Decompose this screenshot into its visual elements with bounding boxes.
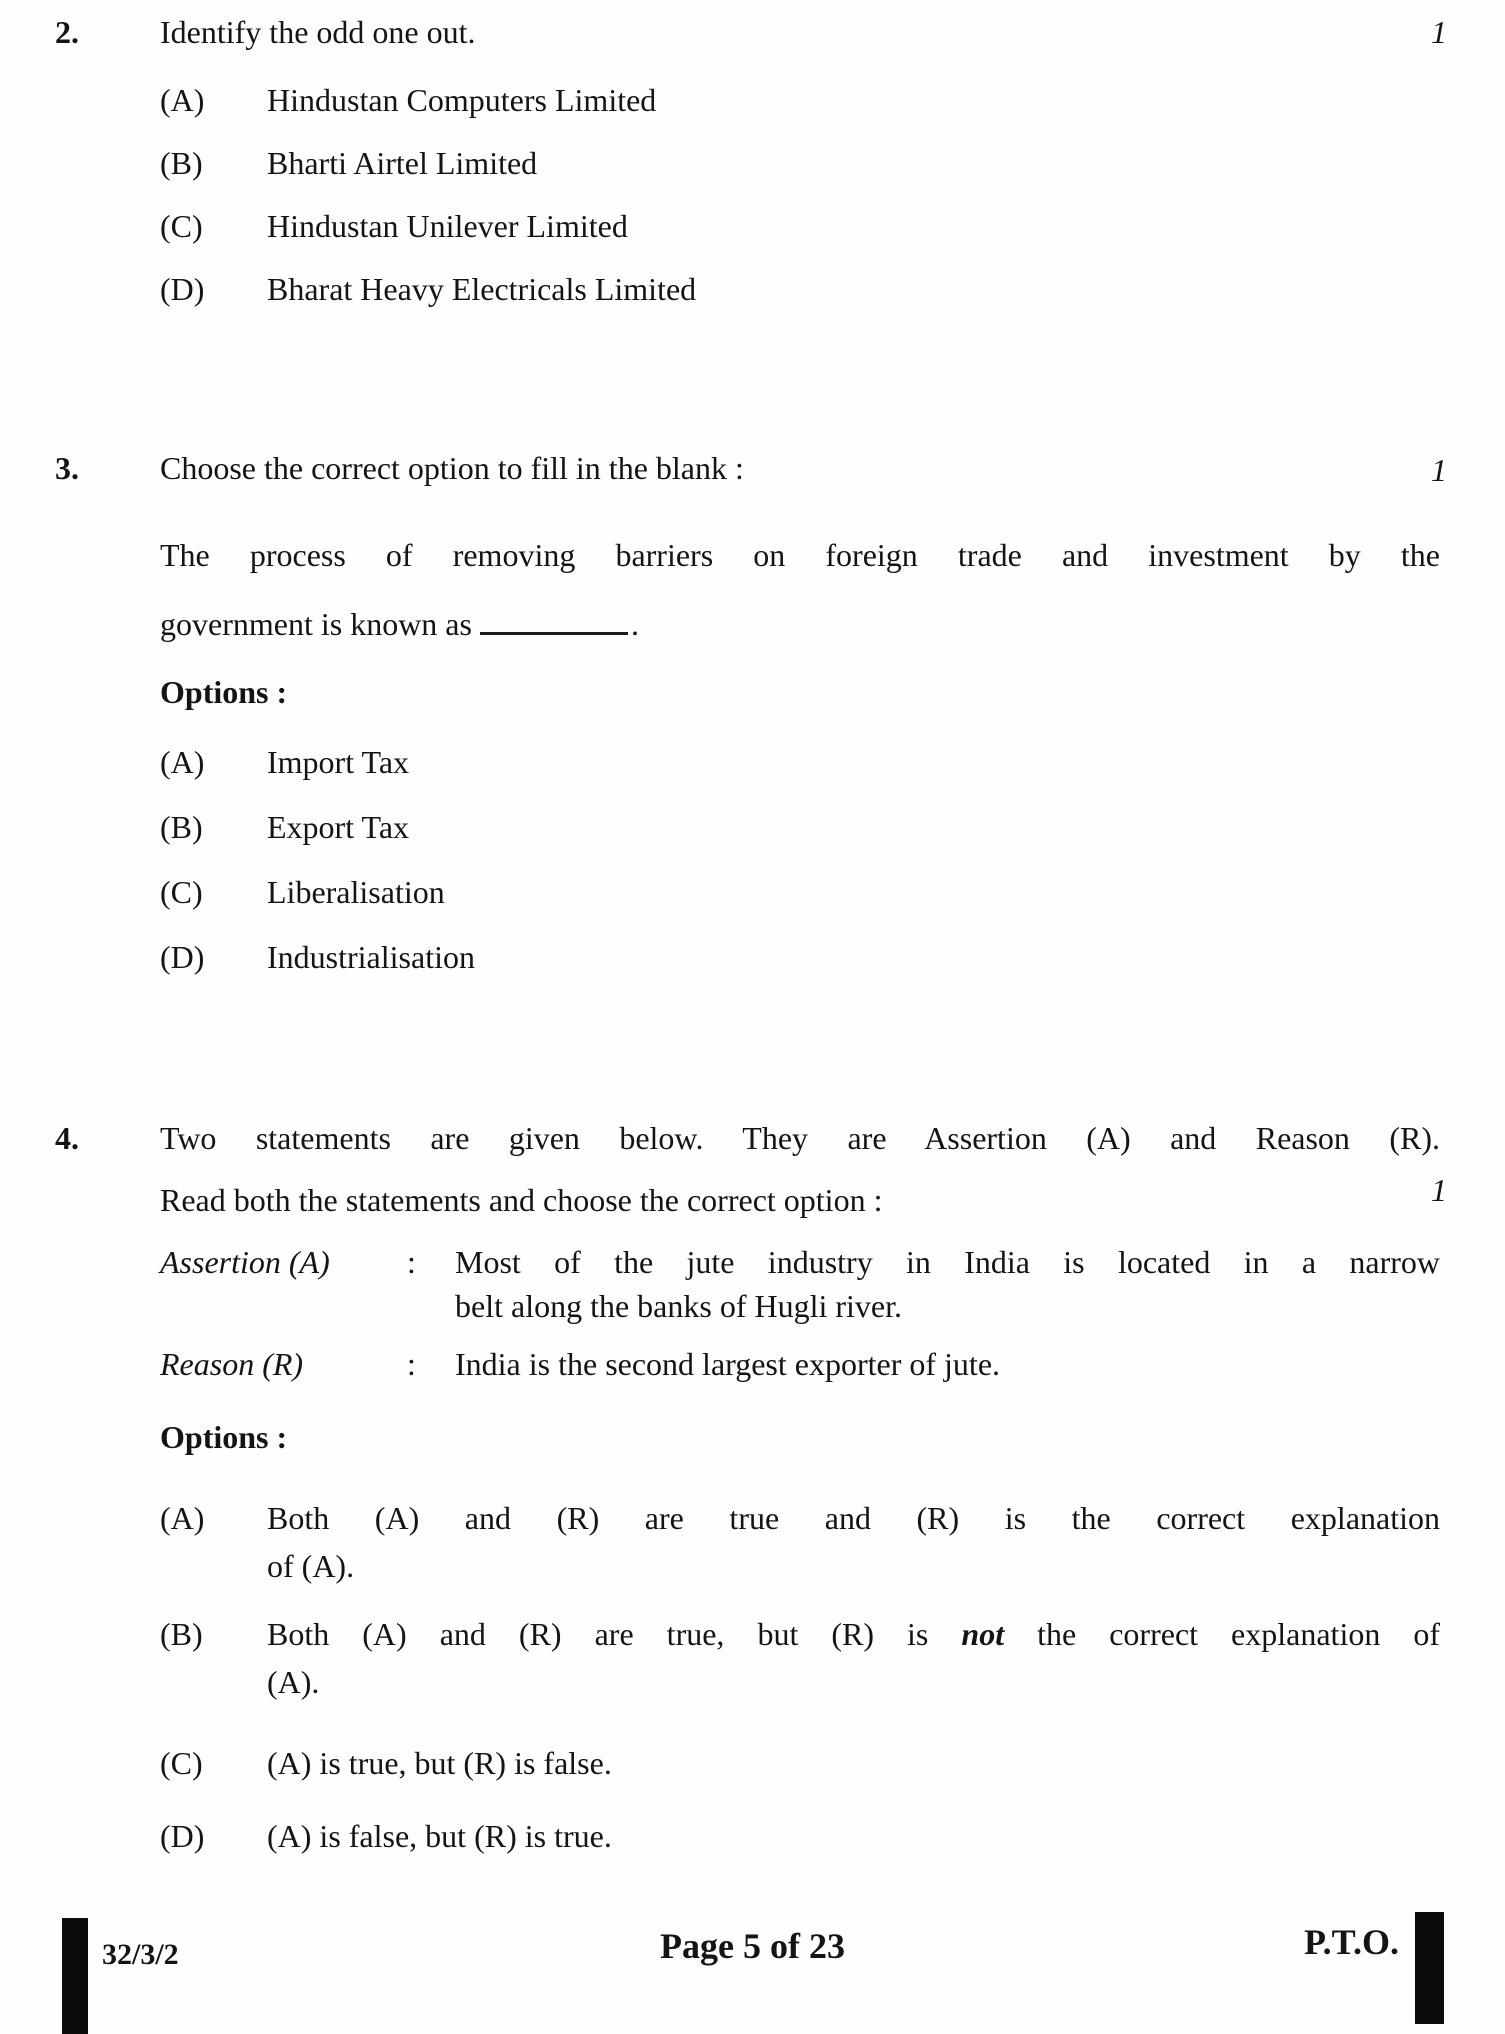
option-text: Industrialisation — [267, 939, 475, 975]
pto-label: P.T.O. — [1303, 1922, 1399, 1962]
question-3-options-heading: Options : — [160, 674, 288, 710]
option-row-b — [160, 143, 1440, 183]
question-2-options — [160, 80, 1440, 309]
page-number: Page 5 of 23 — [660, 1926, 845, 1966]
question-3-number: 3. — [55, 450, 79, 486]
option-b-line-2: (A). — [267, 1664, 320, 1700]
option-a-line-2: of (A). — [267, 1548, 355, 1584]
option-row-b — [160, 1610, 1440, 1706]
option-label: (C) — [160, 1745, 203, 1781]
footer-right-black-bar — [1415, 1912, 1444, 2024]
assertion-text-line-2: belt along the banks of Hugli river. — [455, 1288, 903, 1324]
question-2-number: 2. — [55, 14, 79, 50]
option-row-d — [160, 937, 1440, 977]
question-2-text: Identify the odd one out. — [160, 14, 476, 50]
option-row-a — [160, 1494, 1440, 1590]
question-4 — [0, 1118, 1505, 1860]
option-text: Export Tax — [267, 809, 410, 845]
reason-label: Reason (R) — [160, 1346, 304, 1382]
question-4-options-heading: Options : — [160, 1419, 288, 1455]
option-text — [267, 1494, 1440, 1590]
option-row-c — [160, 206, 1440, 246]
option-text: Hindustan Computers Limited — [267, 82, 657, 118]
option-row-c — [160, 872, 1440, 912]
option-row-a — [160, 742, 1440, 782]
fill-blank-line — [480, 600, 628, 635]
blank-prefix-text: government is known as — [160, 606, 472, 642]
question-4-marks: 1 — [1431, 1172, 1447, 1208]
question-4-text-line-2: Read both the statements and choose the correct option : — [160, 1182, 883, 1218]
option-row-c — [160, 1739, 1440, 1787]
question-3-marks: 1 — [1431, 452, 1447, 488]
option-label: (D) — [160, 939, 205, 975]
question-3-text: Choose the correct option to fill in the blank : — [160, 450, 744, 486]
option-text: Bharat Heavy Electricals Limited — [267, 271, 697, 307]
reason-text: India is the second largest exporter of jute. — [455, 1346, 1001, 1382]
question-4-options — [160, 1494, 1440, 1860]
option-label: (B) — [160, 1616, 203, 1652]
option-text: (A) is false, but (R) is true. — [267, 1818, 612, 1854]
question-4-number: 4. — [55, 1120, 79, 1156]
option-b-text-before: Both (A) and (R) are true, but (R) is — [267, 1616, 962, 1652]
option-label: (A) — [160, 744, 205, 780]
option-text: Import Tax — [267, 744, 410, 780]
question-3-options — [160, 742, 1440, 977]
reason-row — [160, 1342, 1440, 1386]
question-2-marks: 1 — [1431, 14, 1447, 50]
option-label: (C) — [160, 208, 203, 244]
option-b-text-after: the correct explanation of — [1004, 1616, 1441, 1652]
option-label: (D) — [160, 1818, 205, 1854]
option-label: (A) — [160, 1500, 205, 1536]
question-3-body-line-2 — [160, 600, 1440, 644]
option-row-d — [160, 269, 1440, 309]
option-label: (D) — [160, 271, 205, 307]
option-row-b — [160, 807, 1440, 847]
option-label: (B) — [160, 809, 203, 845]
paper-code: 32/3/2 — [102, 1938, 179, 1971]
assertion-row — [160, 1240, 1440, 1328]
option-b-emphasis-not: not — [961, 1616, 1005, 1652]
option-text — [267, 1610, 1440, 1706]
option-text: Bharti Airtel Limited — [267, 145, 538, 181]
option-label: (C) — [160, 874, 203, 910]
assertion-text — [455, 1240, 1440, 1328]
question-3 — [0, 448, 1505, 977]
assertion-colon: : — [407, 1244, 416, 1280]
blank-suffix-text: . — [630, 606, 639, 642]
reason-colon: : — [407, 1346, 416, 1382]
option-b-line-1 — [267, 1610, 1440, 1658]
option-row-a — [160, 80, 1440, 120]
option-text: Liberalisation — [267, 874, 445, 910]
question-4-text-line-1: Two statements are given below. They are Assertion (A) and Reason (R). — [160, 1120, 1440, 1156]
assertion-text-line-1: Most of the jute industry in India is located in a narrow — [455, 1244, 1440, 1280]
option-text: Hindustan Unilever Limited — [267, 208, 628, 244]
option-row-d — [160, 1812, 1440, 1860]
question-3-body-line-1: The process of removing barriers on foreign trade and investment by the — [160, 537, 1440, 573]
question-2 — [0, 12, 1505, 309]
option-label: (B) — [160, 145, 203, 181]
option-label: (A) — [160, 82, 205, 118]
assertion-label: Assertion (A) — [160, 1244, 330, 1280]
option-text: (A) is true, but (R) is false. — [267, 1745, 612, 1781]
option-a-line-1: Both (A) and (R) are true and (R) is the correct explanation — [267, 1500, 1440, 1536]
